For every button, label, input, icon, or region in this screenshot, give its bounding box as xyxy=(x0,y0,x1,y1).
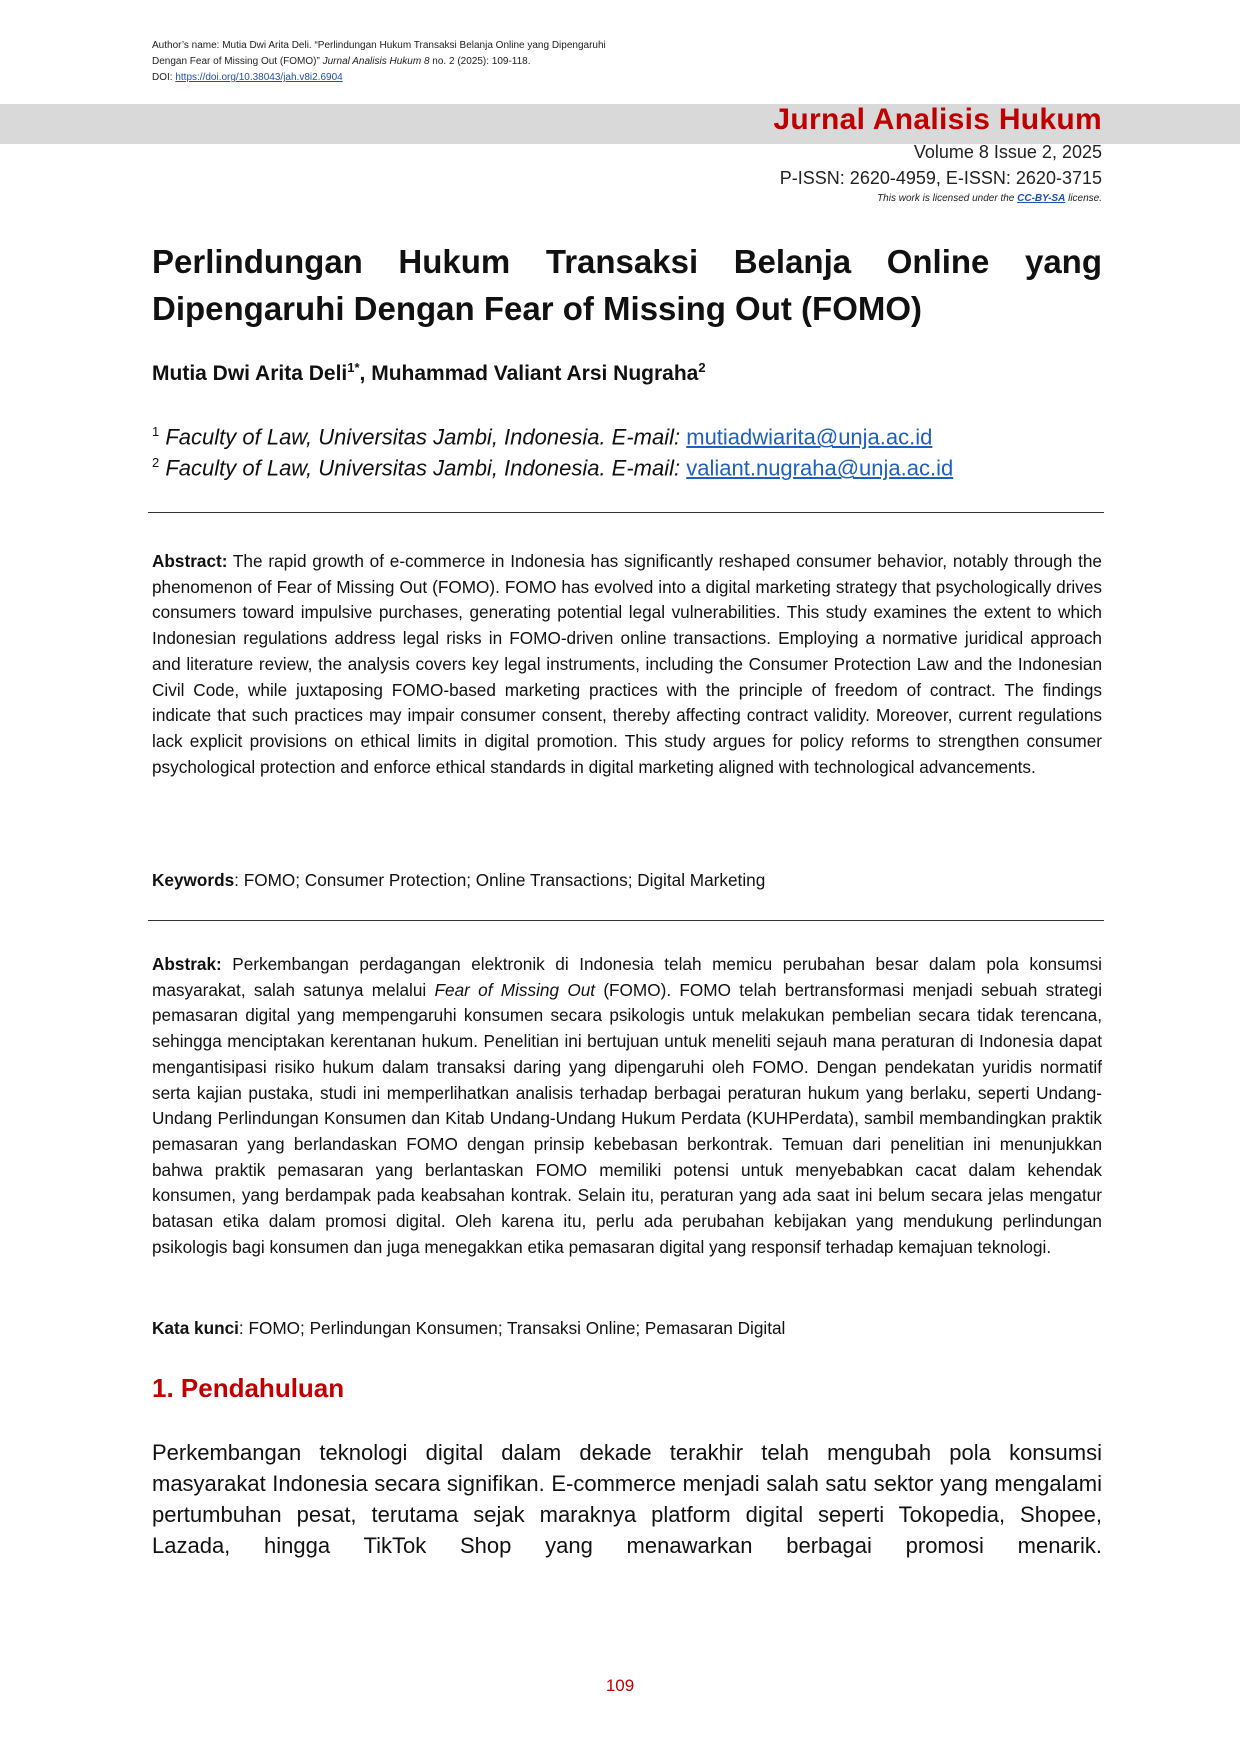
affiliation-2 xyxy=(152,455,953,481)
affiliation-1-sup: 1 xyxy=(152,424,160,439)
affiliation-1 xyxy=(152,424,932,450)
abstract-label: Abstract: xyxy=(152,551,228,571)
affiliation-1-email[interactable]: mutiadwiarita@unja.ac.id xyxy=(686,424,933,450)
keywords-text: : FOMO; Consumer Protection; Online Transactions; Digital Marketing xyxy=(234,870,766,890)
author-1-sup: 1* xyxy=(347,360,360,375)
license-suffix: license. xyxy=(1068,193,1102,204)
license-line xyxy=(877,193,1102,204)
abstrak-italic-term: Fear of Missing Out xyxy=(434,979,596,1000)
keywords-indonesian xyxy=(152,1318,785,1339)
author-2: Muhammad Valiant Arsi Nugraha xyxy=(371,362,699,385)
page-number: 109 xyxy=(605,1676,635,1695)
abstract-indonesian xyxy=(152,952,1102,1260)
affiliation-2-text: Faculty of Law, Universitas Jambi, Indonesia. E-mail: xyxy=(165,455,681,481)
keywords-label: Keywords xyxy=(152,870,235,890)
kata-kunci-text: : FOMO; Perlindungan Konsumen; Transaksi Online; Pemasaran Digital xyxy=(238,1318,786,1338)
citation-issue: no. 2 (2025): 109-118. xyxy=(432,56,531,67)
kata-kunci-label: Kata kunci xyxy=(152,1318,239,1338)
issn-line: P-ISSN: 2620-4959, E-ISSN: 2620-3715 xyxy=(779,168,1102,188)
divider-top xyxy=(148,512,1104,513)
journal-name: Jurnal Analisis Hukum xyxy=(773,103,1102,136)
volume-issue: Volume 8 Issue 2, 2025 xyxy=(913,142,1102,162)
citation-line-1: Author’s name: Mutia Dwi Arita Deli. “Perlindungan Hukum Transaksi Belanja Online yang Dipengaruhi xyxy=(152,40,606,51)
abstract-english xyxy=(152,549,1102,780)
section-heading-introduction: 1. Pendahuluan xyxy=(152,1373,345,1403)
citation-journal: Jurnal Analisis Hukum 8 xyxy=(322,56,430,67)
author-2-sup: 2 xyxy=(698,360,706,375)
article-title: Perlindungan Hukum Transaksi Belanja Online yang Dipengaruhi Dengan Fear of Missing Out (FOMO) xyxy=(152,243,1102,327)
abstrak-text-1: Perkembangan perdagangan elektronik di Indonesia telah memicu perubahan besar dalam pola konsumsi masyarakat, salah satunya melalui xyxy=(152,954,1102,1000)
affiliation-2-email[interactable]: valiant.nugraha@unja.ac.id xyxy=(686,455,954,481)
citation-title-end: Dengan Fear of Missing Out (FOMO)” xyxy=(152,56,320,67)
abstrak-label: Abstrak: xyxy=(152,954,222,974)
abstrak-text-2: (FOMO). FOMO telah bertransformasi menjadi sebuah strategi pemasaran digital yang mempengaruhi konsumen secara psikologis untuk melakukan pembelian secara tidak terencana, sehingga menciptakan kerentanan hukum. Penelitian ini bertujuan untuk meneliti sejauh mana peraturan di Indonesia dapat mengantisipasi risiko hukum dalam transaksi daring yang dipengaruhi oleh FOMO. Dengan pendekatan yuridis normatif serta kajian pustaka, studi ini memperlihatkan analisis terhadap berbagai peraturan hukum yang berlaku, seperti Undang-Undang Perlindungan Konsumen dan Kitab Undang-Undang Hukum Perdata (KUHPerdata), sambil membandingkan praktik pemasaran yang berlandaskan FOMO dengan prinsip kebebasan berkontrak. Temuan dari penelitian ini menunjukkan bahwa praktik pemasaran yang berlantaskan FOMO memiliki potensi untuk menyebabkan cacat dalam kehendak konsumen, yang berdampak pada keabsahan kontrak. Selain itu, peraturan yang ada saat ini belum secara jelas mengatur batasan etika dalam promosi digital. Oleh karena itu, perlu ada perubahan kebijakan yang mendukung perlindungan psikologis bagi konsumen dan juga menegakkan etika pemasaran digital yang responsif terhadap kemajuan teknologi. xyxy=(152,979,1103,1257)
doi-link[interactable]: https://doi.org/10.38043/jah.v8i2.6904 xyxy=(175,72,343,83)
affiliation-1-text: Faculty of Law, Universitas Jambi, Indonesia. E-mail: xyxy=(165,424,681,450)
author-list xyxy=(152,360,706,386)
author-separator: , xyxy=(359,362,372,385)
doi-label: DOI: xyxy=(152,72,173,83)
divider-middle xyxy=(148,920,1104,921)
citation-line-2 xyxy=(152,54,712,70)
citation-doi-line xyxy=(152,70,712,86)
license-link[interactable]: CC-BY-SA xyxy=(1017,193,1066,204)
author-1: Mutia Dwi Arita Deli xyxy=(152,362,348,385)
abstract-text: The rapid growth of e-commerce in Indonesia has significantly reshaped consumer behavior, notably through the phenomenon of Fear of Missing Out (FOMO). FOMO has evolved into a digital marketing strategy that psychologically drives consumers toward impulsive purchases, generating potential legal vulnerabilities. This study examines the extent to which Indonesian regulations address legal risks in FOMO-driven online transactions. Employing a normative juridical approach and literature review, the analysis covers key legal instruments, including the Consumer Protection Law and the Indonesian Civil Code, while juxtaposing FOMO-based marketing practices with the principle of freedom of contract. The findings indicate that such practices may impair consumer consent, thereby affecting contract validity. Moreover, current regulations lack explicit provisions on ethical limits in digital promotion. This study argues for policy reforms to strengthen consumer psychological protection and enforce ethical standards in digital marketing aligned with technological advancements. xyxy=(152,551,1102,777)
citation-block xyxy=(152,38,712,86)
license-prefix: This work is licensed under the xyxy=(877,193,1015,204)
affiliation-2-sup: 2 xyxy=(152,455,160,470)
keywords-english xyxy=(152,870,765,891)
introduction-paragraph: Perkembangan teknologi digital dalam dekade terakhir telah mengubah pola konsumsi masyarakat Indonesia secara signifikan. E-commerce menjadi salah satu sektor yang mengalami pertumbuhan pesat, terutama sejak maraknya platform digital seperti Tokopedia, Shopee, Lazada, hingga TikTok Shop yang menawarkan berbagai promosi menarik. xyxy=(152,1440,1102,1558)
